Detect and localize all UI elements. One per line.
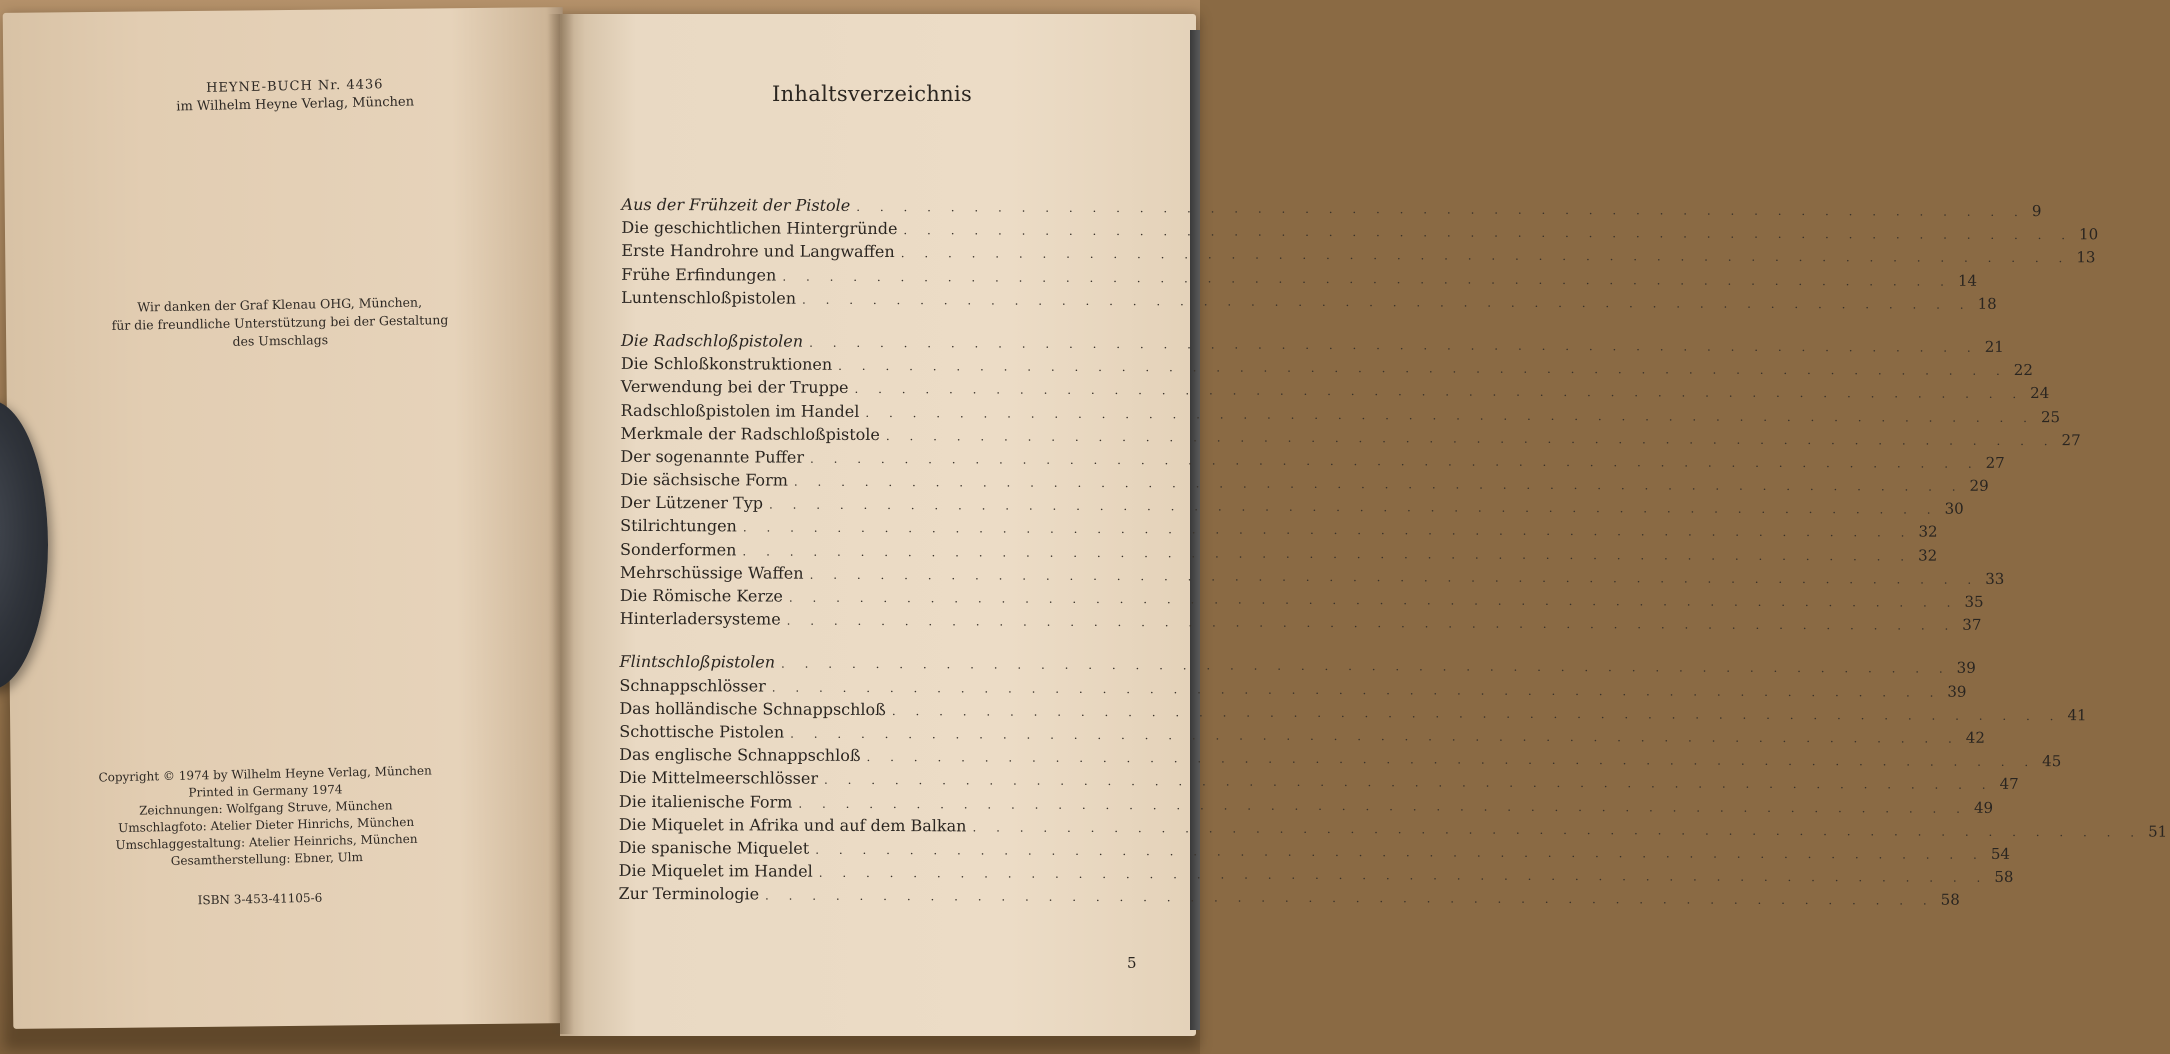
- toc-entry-page: 24: [2030, 384, 2050, 403]
- publisher-name-line: im Wilhelm Heyne Verlag, München: [176, 94, 415, 115]
- toc-entry-page: 32: [1918, 546, 1938, 565]
- toc-entry-title: Flintschloßpistolen: [619, 652, 776, 672]
- toc-entry-title: Erste Handrohre und Langwaffen: [621, 241, 895, 262]
- toc-entry-title: Die Radschloßpistolen: [620, 330, 804, 351]
- toc-entry-title: Die spanische Miquelet: [618, 837, 810, 858]
- toc-entry-title: Die Mittelmeerschlösser: [619, 768, 819, 789]
- left-page: [3, 7, 574, 1029]
- dot-leader: . . . . . . . . . . . . . . . . . . . . . . . . . . . . . . . . . . . . . . . . . . . . . . . . . .: [838, 358, 2008, 379]
- toc-entry-title: Verwendung bei der Truppe: [620, 377, 849, 398]
- dot-leader: . . . . . . . . . . . . . . . . . . . . . . . . . . . . . . . . . . . . . . . . . . . . . . . . . .: [885, 428, 2056, 448]
- toc-entry: [620, 423, 2081, 449]
- toc-entry-title: Der Lützener Typ: [620, 493, 764, 513]
- toc-entry-page: 39: [1956, 659, 1976, 678]
- toc-entry-page: 25: [2040, 407, 2061, 426]
- toc-entry: [620, 377, 2050, 403]
- toc-entry-title: Merkmale der Radschloßpistole: [620, 423, 880, 444]
- toc-entry: [620, 469, 1989, 495]
- toc-entry: [618, 837, 2010, 863]
- toc-entry-title: Die Miquelet im Handel: [618, 860, 813, 881]
- cover-photo-credit: Umschlagfoto: Atelier Dieter Hinrichs, München: [118, 814, 415, 836]
- dot-leader: . . . . . . . . . . . . . . . . . . . . . . . . . . . . . . . . . . . . . . . . . . . . . . . . . .: [781, 656, 1951, 677]
- toc-entry: [621, 241, 2096, 267]
- toc-entry-title: Zur Terminologie: [618, 884, 760, 904]
- acknowledgement-line: für die freundliche Unterstützung bei der Gestaltung: [111, 312, 449, 333]
- dot-leader: . . . . . . . . . . . . . . . . . . . . . . . . . . . . . . . . . . . . . . . . . . . . . . . . . .: [771, 680, 1942, 700]
- dot-leader: . . . . . . . . . . . . . . . . . . . . . . . . . . . . . . . . . . . . . . . . . . . . . . . . . .: [801, 292, 1972, 312]
- cover-design-credit: Umschlaggestaltung: Atelier Heinrichs, München: [115, 831, 418, 853]
- toc-entry-page: 22: [2013, 361, 2033, 380]
- toc-entry: [621, 264, 1978, 290]
- acknowledgement: [100, 293, 461, 353]
- table-of-contents: [618, 194, 2168, 930]
- publisher-series-line: HEYNE-BUCH Nr. 4436: [205, 77, 384, 96]
- toc-entry-page: 21: [1984, 337, 2004, 356]
- dot-leader: . . . . . . . . . . . . . . . . . . . . . . . . . . . . . . . . . . . . . . . . . . . . . . . . . .: [765, 888, 1935, 908]
- toc-entry-title: Die Schloßkonstruktionen: [620, 353, 833, 374]
- toc-entry: [620, 400, 2061, 426]
- drawings-credit: Zeichnungen: Wolfgang Struve, München: [138, 798, 393, 818]
- dot-leader: . . . . . . . . . . . . . . . . . . . . . . . . . . . . . . . . . . . . . . . . . . . . . . . . . .: [866, 750, 2037, 770]
- toc-entry-page: 27: [1985, 453, 2005, 472]
- toc-entry: [619, 609, 1982, 634]
- toc-entry-page: 47: [1999, 775, 2019, 794]
- toc-entry: [618, 791, 1994, 817]
- toc-entry: [619, 721, 1985, 747]
- toc-entry: [621, 218, 2099, 244]
- toc-entry-title: Luntenschloßpistolen: [621, 287, 797, 308]
- toc-entry-page: 35: [1964, 592, 1984, 611]
- dot-leader: . . . . . . . . . . . . . . . . . . . . . . . . . . . . . . . . . . . . . . . . . . . . . . . . . .: [782, 269, 1953, 289]
- toc-entry-page: 18: [1977, 294, 1997, 313]
- toc-entry-title: Schnappschlösser: [619, 675, 766, 696]
- toc-section: [618, 652, 2168, 909]
- toc-entry-title: Die Römische Kerze: [619, 585, 783, 606]
- toc-entry-title: Mehrschüssige Waffen: [619, 562, 804, 583]
- toc-entry-title: Das englische Schnappschloß: [619, 744, 861, 766]
- toc-entry-title: Die sächsische Form: [620, 469, 788, 490]
- toc-entry-title: Das holländische Schnappschloß: [619, 698, 886, 719]
- toc-entry-page: 39: [1947, 682, 1967, 701]
- toc-entry-page: 27: [2061, 430, 2081, 449]
- toc-entry: [621, 287, 1997, 313]
- acknowledgement-line: des Umschlags: [232, 332, 329, 349]
- dot-leader: . . . . . . . . . . . . . . . . . . . . . . . . . . . . . . . . . . . . . . . . . . . . . . . . . .: [786, 613, 1957, 633]
- toc-entry-page: 33: [1985, 569, 2005, 588]
- acknowledgement-line: Wir danken der Graf Klenau OHG, München,: [137, 294, 423, 315]
- toc-entry-page: 45: [2042, 752, 2062, 771]
- toc-entry-page: 14: [1957, 271, 1978, 290]
- dot-leader: . . . . . . . . . . . . . . . . . . . . . . . . . . . . . . . . . . . . . . . . . . . . . . . . . .: [742, 544, 1913, 564]
- toc-entry-page: 10: [2079, 225, 2099, 244]
- production-credit: Gesamtherstellung: Ebner, Ulm: [170, 849, 364, 869]
- dot-leader: . . . . . . . . . . . . . . . . . . . . . . . . . . . . . . . . . . . . . . . . . . . . . . . . . .: [798, 796, 1969, 816]
- toc-entry-title: Hinterladersysteme: [619, 609, 781, 629]
- dot-leader: . . . . . . . . . . . . . . . . . . . . . . . . . . . . . . . . . . . . . . . . . . . . . . . . . .: [793, 474, 1964, 494]
- toc-entry-page: 29: [1969, 476, 1989, 495]
- toc-entry-page: 58: [1994, 867, 2014, 887]
- toc-entry-page: 30: [1944, 499, 1964, 518]
- toc-entry-title: Radschloßpistolen im Handel: [620, 400, 860, 421]
- toc-entry: [619, 675, 1967, 701]
- toc-entry-page: 13: [2076, 248, 2096, 267]
- toc-entry-title: Frühe Erfindungen: [621, 264, 777, 285]
- copyright-credits: [95, 762, 437, 871]
- dot-leader: . . . . . . . . . . . . . . . . . . . . . . . . . . . . . . . . . . . . . . . . . . . . . . . . . .: [788, 590, 1959, 610]
- toc-entry: [618, 814, 2168, 841]
- toc-entry-page: 41: [2067, 705, 2087, 725]
- toc-entry-page: 42: [1965, 728, 1985, 747]
- toc-entry: [618, 860, 2014, 887]
- toc-entry: [620, 353, 2033, 380]
- toc-entry: [619, 744, 2062, 771]
- dot-leader: . . . . . . . . . . . . . . . . . . . . . . . . . . . . . . . . . . . . . . . . . . . . . . . . . .: [815, 842, 1985, 862]
- toc-entry-page: 32: [1918, 522, 1938, 542]
- toc-entry: [619, 698, 2087, 725]
- dot-leader: . . . . . . . . . . . . . . . . . . . . . . . . . . . . . . . . . . . . . . . . . . . . . . . . . .: [900, 246, 2071, 266]
- printed-line: Printed in Germany 1974: [188, 782, 343, 800]
- dot-leader: . . . . . . . . . . . . . . . . . . . . . . . . . . . . . . . . . . . . . . . . . . . . . . . . . .: [768, 497, 1939, 517]
- toc-entry: [620, 516, 1938, 542]
- toc-entry: [620, 446, 2005, 472]
- page-number: 5: [1127, 954, 1137, 972]
- toc-entry-page: 49: [1973, 798, 1994, 817]
- toc-entry-title: Stilrichtungen: [620, 516, 737, 536]
- toc-entry-page: 37: [1962, 615, 1982, 634]
- copyright-line: Copyright © 1974 by Wilhelm Heyne Verlag, München: [98, 763, 432, 785]
- toc-section-heading: [621, 194, 2042, 221]
- dot-leader: . . . . . . . . . . . . . . . . . . . . . . . . . . . . . . . . . . . . . . . . . . . . . . . . . .: [818, 865, 1989, 885]
- dot-leader: . . . . . . . . . . . . . . . . . . . . . . . . . . . . . . . . . . . . . . . . . . . . . . . . . .: [742, 520, 1913, 540]
- toc-entry-page: 9: [2031, 202, 2042, 221]
- toc-section-heading: [619, 652, 1976, 678]
- toc-entry-title: Der sogenannte Puffer: [620, 446, 805, 467]
- isbn: ISBN 3-453-41105-6: [197, 890, 323, 908]
- toc-entry-page: 58: [1940, 890, 1960, 909]
- publisher-imprint: [150, 75, 441, 117]
- toc-entry: [619, 585, 1984, 611]
- dot-leader: . . . . . . . . . . . . . . . . . . . . . . . . . . . . . . . . . . . . . . . . . . . . . . . . . .: [854, 382, 2025, 402]
- toc-entry: [618, 884, 1960, 909]
- toc-entry-title: Aus der Frühzeit der Pistole: [621, 194, 851, 215]
- page-title: Inhaltsverzeichnis: [772, 82, 973, 106]
- toc-entry: [620, 493, 1964, 518]
- toc-entry-title: Die italienische Form: [618, 791, 793, 812]
- toc-entry-page: 54: [1990, 844, 2010, 863]
- toc-entry-title: Schottische Pistolen: [619, 721, 785, 742]
- dot-leader: . . . . . . . . . . . . . . . . . . . . . . . . . . . . . . . . . . . . . . . . . . . . . . . . . .: [972, 820, 2143, 840]
- toc-entry-title: Sonderformen: [620, 539, 737, 559]
- toc-entry-title: Die Miquelet in Afrika und auf dem Balkan: [618, 814, 967, 836]
- toc-entry-title: Die geschichtlichen Hintergründe: [621, 218, 898, 239]
- dot-leader: . . . . . . . . . . . . . . . . . . . . . . . . . . . . . . . . . . . . . . . . . . . . . . . . . .: [823, 773, 1994, 793]
- toc-entry: [619, 768, 2019, 794]
- dot-leader: . . . . . . . . . . . . . . . . . . . . . . . . . . . . . . . . . . . . . . . . . . . . . . . . . .: [891, 703, 2062, 723]
- dot-leader: . . . . . . . . . . . . . . . . . . . . . . . . . . . . . . . . . . . . . . . . . . . . . . . . . .: [790, 726, 1960, 746]
- toc-section: [619, 330, 2081, 635]
- dot-leader: . . . . . . . . . . . . . . . . . . . . . . . . . . . . . . . . . . . . . . . . . . . . . . . . . .: [865, 405, 2036, 425]
- dot-leader: . . . . . . . . . . . . . . . . . . . . . . . . . . . . . . . . . . . . . . . . . . . . . . . . . .: [856, 199, 2026, 219]
- toc-entry-page: 51: [2148, 822, 2168, 841]
- toc-section-heading: [620, 330, 2004, 356]
- book-gutter: [548, 14, 574, 1034]
- dot-leader: . . . . . . . . . . . . . . . . . . . . . . . . . . . . . . . . . . . . . . . . . . . . . . . . . .: [809, 451, 1980, 471]
- toc-entry: [620, 539, 1938, 565]
- toc-entry: [619, 562, 2005, 588]
- dot-leader: . . . . . . . . . . . . . . . . . . . . . . . . . . . . . . . . . . . . . . . . . . . . . . . . . .: [809, 567, 1980, 587]
- dot-leader: . . . . . . . . . . . . . . . . . . . . . . . . . . . . . . . . . . . . . . . . . . . . . . . . . .: [903, 223, 2074, 243]
- toc-section: [621, 194, 2099, 313]
- dot-leader: . . . . . . . . . . . . . . . . . . . . . . . . . . . . . . . . . . . . . . . . . . . . . . . . . .: [809, 335, 1979, 355]
